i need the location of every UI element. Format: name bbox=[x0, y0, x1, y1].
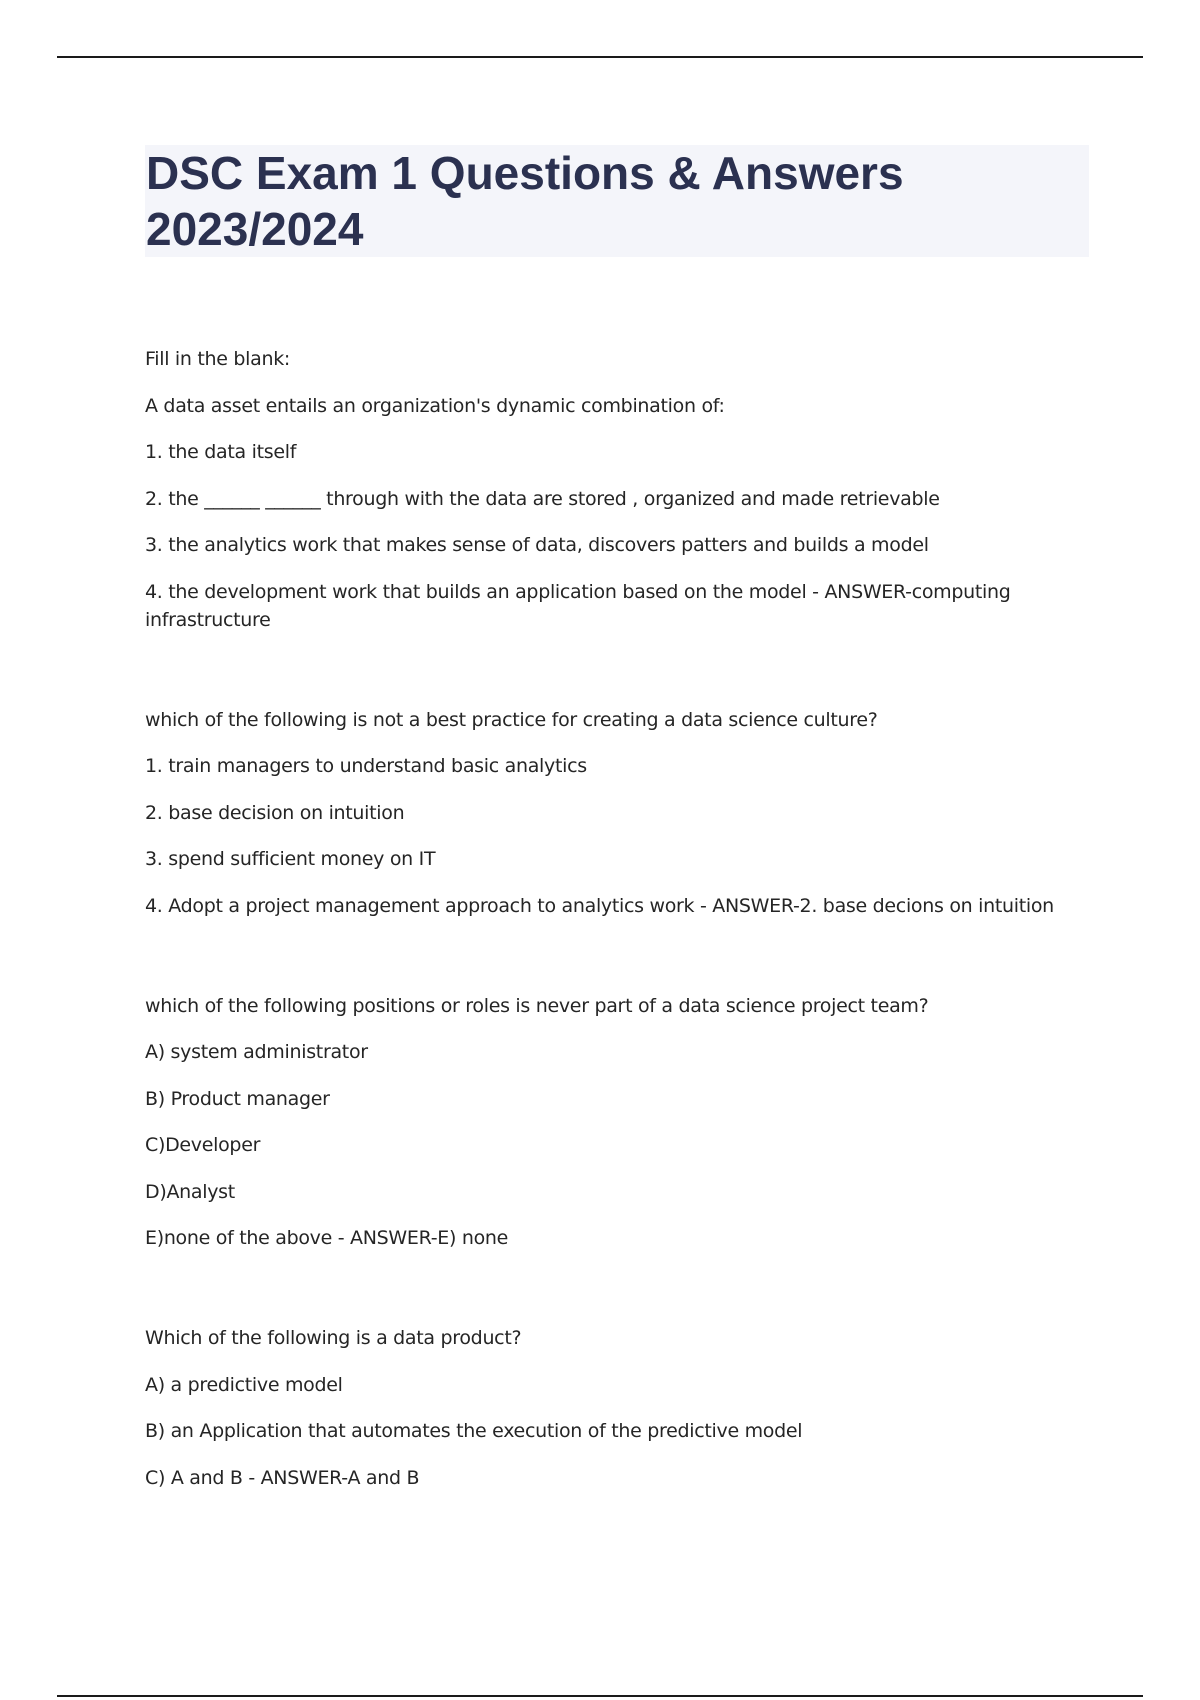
question-block-1 bbox=[145, 345, 1075, 634]
answer-line: 4. the development work that builds an application based on the model - ANSWER-computing infrastructure bbox=[145, 580, 1011, 631]
question-line: which of the following positions or roles is never part of a data science project team? bbox=[145, 994, 929, 1017]
title-banner bbox=[145, 145, 1089, 257]
question-line: D)Analyst bbox=[145, 1180, 235, 1203]
qa-content bbox=[145, 345, 1075, 1492]
question-block-2 bbox=[145, 706, 1075, 920]
question-line: 2. the ______ ______ through with the data are stored , organized and made retrievable bbox=[145, 487, 940, 510]
question-line: 2. base decision on intuition bbox=[145, 801, 405, 824]
answer-line: E)none of the above - ANSWER-E) none bbox=[145, 1227, 509, 1249]
question-line: which of the following is not a best practice for creating a data science culture? bbox=[145, 708, 878, 731]
question-line: 3. spend sufficient money on IT bbox=[145, 848, 436, 870]
answer-line: 4. Adopt a project management approach to analytics work - ANSWER-2. base decions on intuition bbox=[145, 894, 1054, 917]
question-block-3 bbox=[145, 992, 1075, 1253]
question-line: Fill in the blank: bbox=[145, 348, 291, 370]
question-line: A data asset entails an organization's dynamic combination of: bbox=[145, 394, 725, 417]
document-title: DSC Exam 1 Questions & Answers 2023/2024 bbox=[146, 147, 904, 255]
answer-line: C) A and B - ANSWER-A and B bbox=[145, 1466, 420, 1489]
question-line: A) a predictive model bbox=[145, 1373, 343, 1396]
question-line: 3. the analytics work that makes sense of data, discovers patters and builds a model bbox=[145, 534, 929, 556]
question-block-4 bbox=[145, 1324, 1075, 1492]
bottom-divider bbox=[57, 1695, 1143, 1697]
question-line: C)Developer bbox=[145, 1134, 261, 1156]
top-divider bbox=[57, 56, 1143, 58]
question-line: 1. the data itself bbox=[145, 441, 297, 463]
question-line: B) Product manager bbox=[145, 1087, 330, 1110]
question-line: B) an Application that automates the execution of the predictive model bbox=[145, 1420, 803, 1442]
question-line: 1. train managers to understand basic analytics bbox=[145, 755, 587, 777]
question-line: A) system administrator bbox=[145, 1041, 368, 1063]
question-line: Which of the following is a data product? bbox=[145, 1327, 522, 1349]
